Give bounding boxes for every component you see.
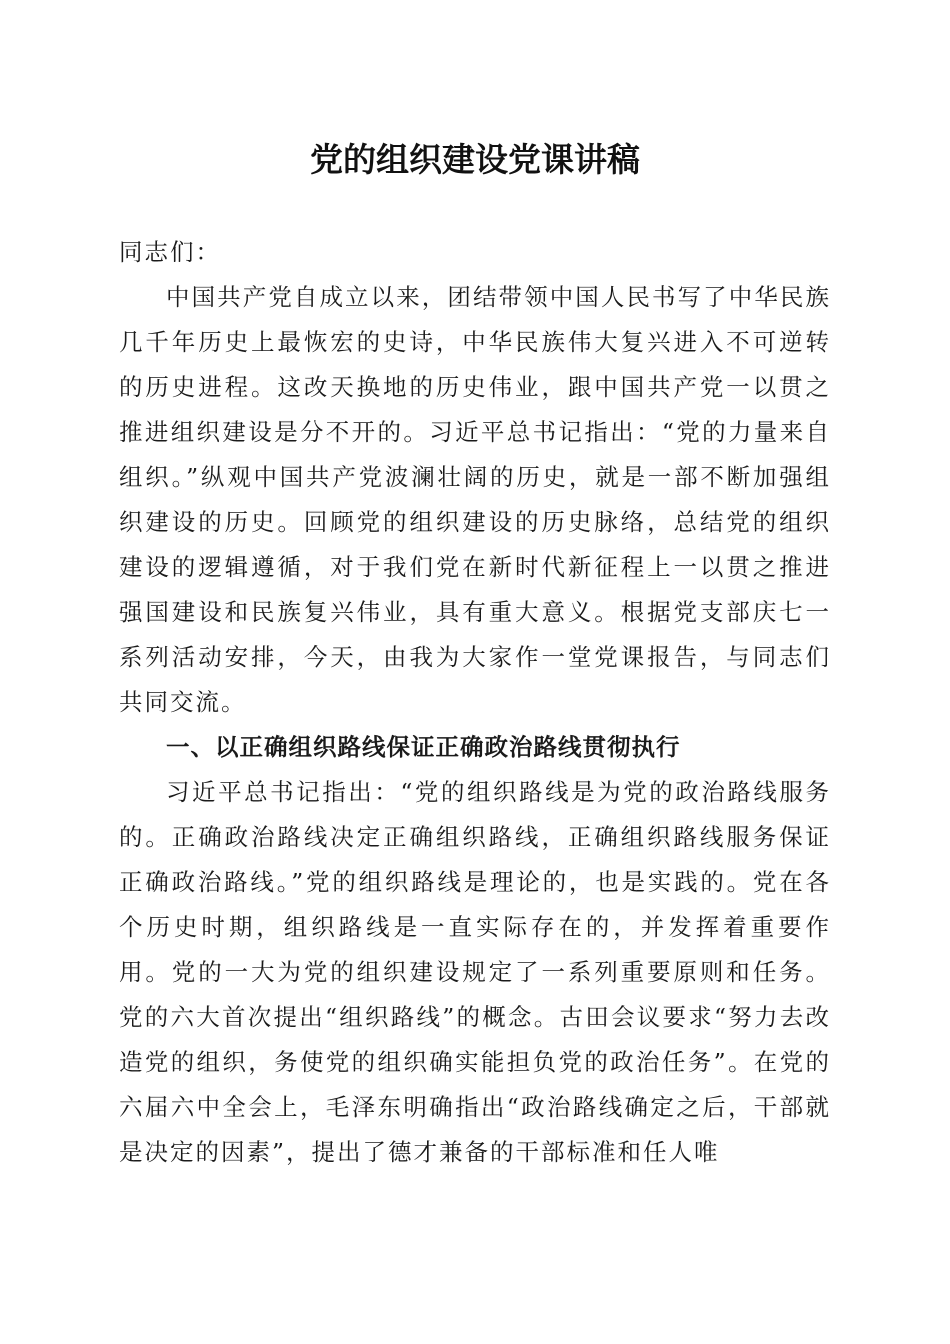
intro-paragraph: 中国共产党自成立以来，团结带领中国人民书写了中华民族几千年历史上最恢宏的史诗，中华民族伟大复兴进入不可逆转的历史进程。这改天换地的历史伟业，跟中国共产党一以贯之推进组织建设是分不开的。习近平总书记指出：“党的力量来自组织。”纵观中国共产党波澜壮阔的历史，就是一部不断加强组织建设的历史。回顾党的组织建设的历史脉络，总结党的组织建设的逻辑遵循，对于我们党在新时代新征程上一以贯之推进强国建设和民族复兴伟业，具有重大意义。根据党支部庆七一系列活动安排，今天，由我为大家作一堂党课报告，与同志们共同交流。 <box>119 283 831 716</box>
document-body <box>119 230 831 1175</box>
document-title: 党的组织建设党课讲稿 <box>310 140 640 179</box>
section-heading: 一、以正确组织路线保证正确政治路线贯彻执行 <box>166 733 681 761</box>
section-paragraph: 习近平总书记指出：“党的组织路线是为党的政治路线服务的。正确政治路线决定正确组织路线，正确组织路线服务保证正确政治路线。”党的组织路线是理论的，也是实践的。党在各个历史时期，组织路线是一直实际存在的，并发挥着重要作用。党的一大为党的组织建设规定了一系列重要原则和任务。党的六大首次提出“组织路线”的概念。古田会议要求“努力去改造党的组织，务使党的组织确实能担负党的政治任务”。在党的六届六中全会上，毛泽东明确指出“政治路线确定之后，干部就是决定的因素”，提出了德才兼备的干部标准和任人唯 <box>119 778 831 1166</box>
salutation: 同志们： <box>119 238 221 266</box>
